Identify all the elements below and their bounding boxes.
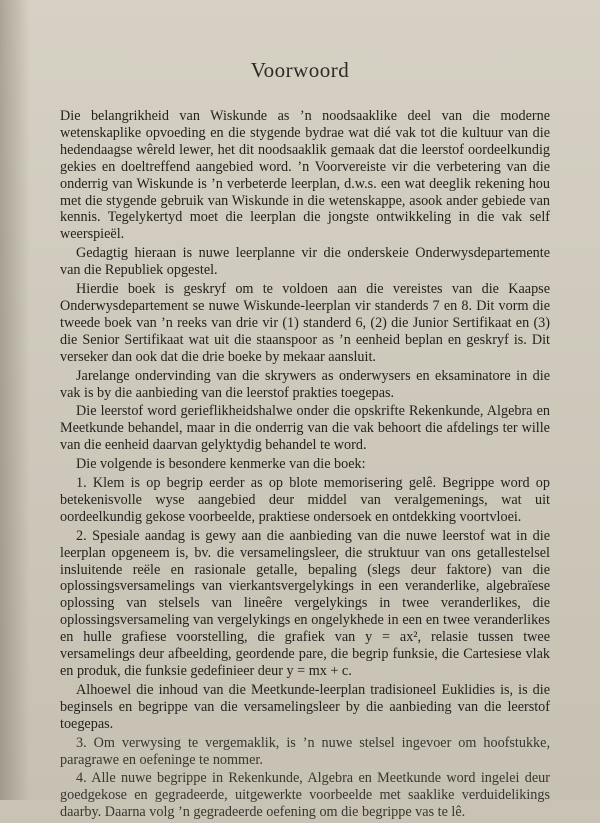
- paragraph-intro: Die belangrikheid van Wiskunde as ’n noodsaaklike deel van die moderne wetenskaplike opvoeding en die stygende bydrae wat dié vak tot die kultuur van die hedendaagse wêreld lewer, het dit noodsaaklik gemaak dat die leerstof oordeelkundig gekies en doeltreffend aangebied word. ’n Voorvereiste vir die verbetering van die onderrig van Wiskunde is ’n verbeterde leerplan, d.w.s. een wat deeglik rekening hou met die stygende gebruik van Wiskunde in die wetenskappe, asook ander gebiede van kennis. Tegelykertyd moet die leerplan die jongste ontwikkeling in die vak self weerspieël.: [60, 108, 550, 243]
- paragraph-feature-4: 4. Alle nuwe begrippe in Rekenkunde, Algebra en Meetkunde word ingelei deur goedgekose en gegradeerde, uitgewerkte voorbeelde met saaklike verduidelikings daarby. Daarna volg ’n gegradeerde oefening om die begrippe vas te lê.: [60, 770, 550, 821]
- paragraph-geometry: Alhoewel die inhoud van die Meetkunde-leerplan tradisioneel Euklidies is, is die beginsels en begrippe van die versamelingsleer by die aanbieding van die leerstof toegepas.: [60, 681, 550, 732]
- page-title: Voorwoord: [250, 58, 350, 82]
- paragraph-experience: Jarelange ondervinding van die skrywers as onderwysers en eksaminatore in die vak is by die aanbieding van die leerstof prakties toegepas.: [60, 367, 550, 401]
- page-gutter-shadow: [0, 0, 30, 800]
- paragraph-feature-1: 1. Klem is op begrip eerder as op blote memorisering gelê. Begrippe word op betekenisvolle wyse aangebied deur middel van veralgemenings, wat uit oordeelkundig gekose voorbeelde, praktiese ondersoek en ontdekking voortvloei.: [60, 475, 550, 525]
- paragraph-book-purpose: Hierdie boek is geskryf om te voldoen aan die vereistes van die Kaapse Onderwysdepartement se nuwe Wiskunde-leerplan vir standerds 7 en 8. Dit vorm die tweede boek van ’n reeks van drie vir (1) standerd 6, (2) die Junior Sertifikaat en (3) die Senior Sertifikaat wat uit die staanspoor as ’n eenheid beplan en geskryf is. Dit verseker dan ook dat die drie boeke by mekaar aansluit.: [60, 281, 550, 365]
- paragraph-feature-2: 2. Spesiale aandag is gewy aan die aanbieding van die nuwe leerstof wat in die leerplan opgeneem is, bv. die versamelingsleer, die struktuur van ons getallestelsel insluitende reële en rasionale getalle, bepaling (slegs deur faktore) van die oplossingsversamelings van vierkantsvergelykings in een veranderlike, algebraïese oplossing van stelsels van lineêre vergelykings in twee veranderlikes, die oplossingsversameling van vergelykings en ongelykhede in een en twee veranderlikes en hulle grafiese voorstelling, die grafiek van y = ax², relasie tussen twee versamelings deur afbeelding, geordende pare, die begrip funksie, die Cartesiese vlak en produk, die funksie gedefinieer deur y = mx + c.: [60, 527, 550, 679]
- paragraph-feature-3: 3. Om verwysing te vergemaklik, is ’n nuwe stelsel ingevoer om hoofstukke, paragrawe en oefeninge te nommer.: [60, 734, 550, 768]
- paragraph-subjects: Die leerstof word gerieflikheidshalwe onder die opskrifte Rekenkunde, Algebra en Meetkunde behandel, maar in die onderrig van die vak behoort die afdelings ter wille van die eenheid daarvan gelyktydig behandel te word.: [60, 403, 550, 454]
- page-body: [60, 108, 550, 823]
- paragraph-new-syllabi: Gedagtig hieraan is nuwe leerplanne vir die onderskeie Onderwysdepartemente van die Republiek opgestel.: [60, 245, 550, 279]
- paragraph-features-intro: Die volgende is besondere kenmerke van die boek:: [76, 456, 366, 473]
